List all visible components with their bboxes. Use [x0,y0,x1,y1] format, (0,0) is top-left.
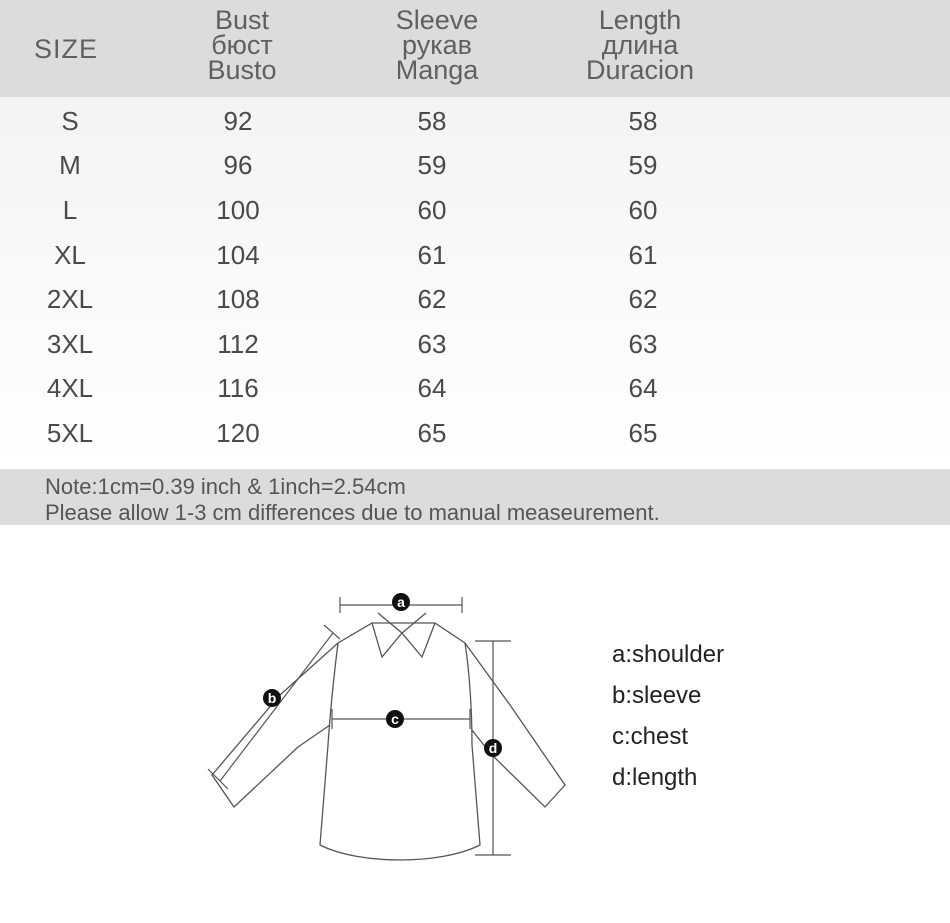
cell-sleeve: 58 [417,106,447,136]
header-length [565,5,715,85]
header-length-ru: длина [601,30,679,60]
header-length-en: Length [598,5,682,35]
legend-sleeve: b:sleeve [612,682,702,709]
cell-bust: 104 [216,240,260,270]
cell-length: 61 [628,240,658,270]
cell-bust: 96 [223,150,253,180]
marker-d-icon [484,739,502,757]
cell-size: 2XL [46,284,94,314]
legend-chest: c:chest [612,723,689,750]
cell-bust: 92 [223,106,253,136]
table-body [0,97,950,469]
cell-size: XL [54,240,86,270]
marker-c-label: c [391,711,399,727]
cell-sleeve: 61 [417,240,447,270]
cell-length: 62 [628,284,658,314]
note-line-conversion: Note:1cm=0.39 inch & 1inch=2.54cm [45,474,406,499]
cell-length: 65 [628,418,658,448]
cell-size: M [59,150,81,180]
table-row [0,233,950,277]
cell-size: S [61,106,79,136]
note-line-tolerance: Please allow 1-3 cm differences due to manual measeurement. [45,500,660,525]
shirt-diagram [200,585,580,875]
cell-size: 3XL [46,329,94,359]
header-bust [172,5,312,85]
cell-length: 63 [628,329,658,359]
shirt-outline [212,613,565,860]
header-length-es: Duracion [585,55,695,85]
header-size: SIZE [34,34,99,64]
table-row [0,277,950,321]
header-bust-en: Bust [214,5,270,35]
cell-sleeve: 59 [417,150,447,180]
marker-c-icon [386,710,404,728]
cell-bust: 112 [217,329,259,359]
cell-sleeve: 63 [417,329,447,359]
table-row [0,99,950,143]
table-row [0,143,950,187]
cell-length: 64 [628,373,658,403]
header-bust-ru: бюст [211,30,273,60]
cell-sleeve: 65 [417,418,447,448]
header-bust-es: Busto [207,55,277,85]
marker-b-label: b [267,690,277,706]
marker-a-label: a [397,594,405,610]
cell-sleeve: 60 [417,195,447,225]
cell-bust: 120 [216,418,260,448]
measurement-note [0,469,950,525]
marker-d-label: d [488,740,498,756]
cell-length: 60 [628,195,658,225]
legend-shoulder: a:shoulder [612,641,725,668]
table-row [0,366,950,410]
cell-length: 58 [628,106,658,136]
cell-bust: 108 [216,284,260,314]
header-sleeve-en: Sleeve [395,5,479,35]
cell-size: 5XL [46,418,94,448]
cell-sleeve: 62 [417,284,447,314]
marker-b-icon [263,689,281,707]
cell-bust: 100 [216,195,260,225]
table-row [0,411,950,455]
cell-size: L [62,195,78,225]
header-sleeve-ru: рукав [402,30,472,60]
cell-bust: 116 [217,373,259,403]
table-row [0,188,950,232]
header-sleeve [367,5,507,85]
cell-length: 59 [628,150,658,180]
cell-sleeve: 64 [417,373,447,403]
cell-size: 4XL [46,373,94,403]
header-sleeve-es: Manga [395,55,479,85]
marker-a-icon [392,593,410,611]
table-header [0,0,950,97]
table-row [0,322,950,366]
legend-length: d:length [612,764,698,791]
